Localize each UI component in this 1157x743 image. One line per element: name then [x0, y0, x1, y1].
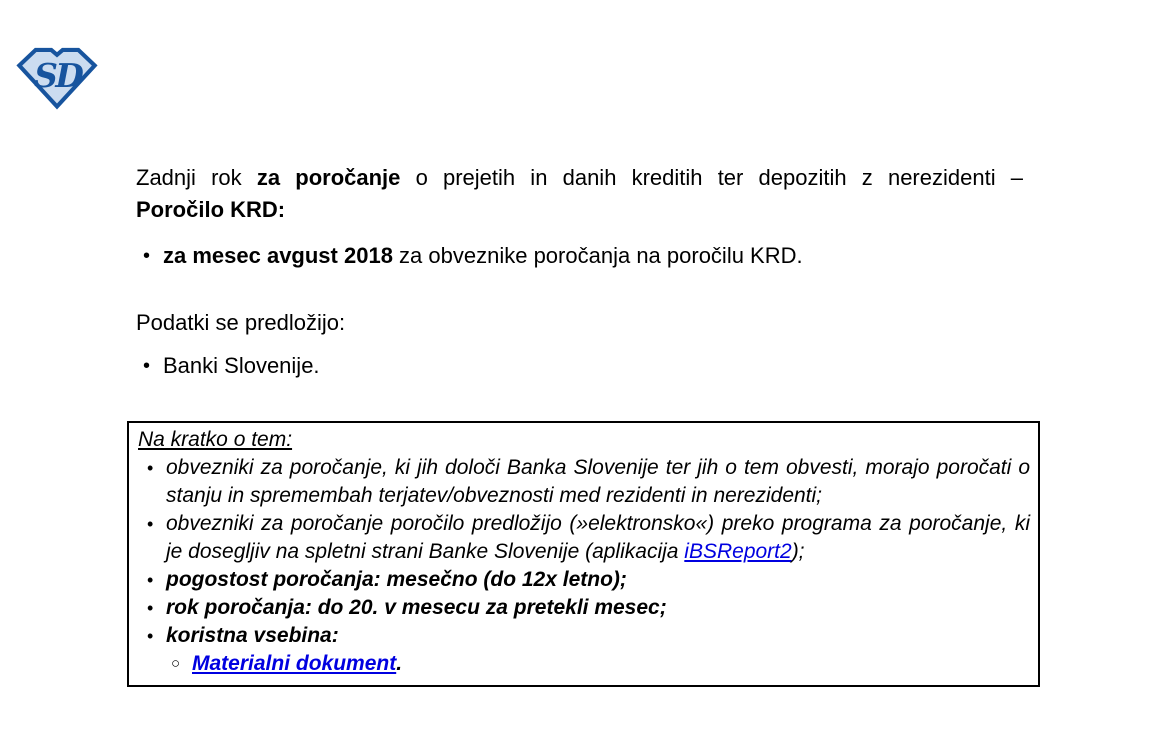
info-sub-bullet-text — [192, 650, 1030, 678]
electronic-run-after: ); — [791, 540, 805, 563]
bullet-dot-icon: • — [147, 598, 154, 618]
info-bullet-electronic — [138, 510, 1030, 566]
info-bullet-obligors — [138, 454, 1030, 510]
info-bullet-deadline-text: rok poročanja: do 20. v mesecu za pretekli mesec; — [166, 596, 667, 619]
info-box — [127, 421, 1040, 687]
info-bullet-obligors-text: obvezniki za poročanje, ki jih določi Banka Slovenije ter jih o tem obvesti, morajo poročati o stanju in spremembah terjatev/obveznosti med rezidenti in nerezidenti; — [166, 456, 1030, 507]
info-bullet-frequency — [138, 566, 1030, 594]
deadline-bold-run: za mesec avgust 2018 — [163, 243, 393, 268]
material-document-link[interactable]: Materialni dokument — [192, 652, 397, 675]
info-sub-bullet-material — [166, 650, 1030, 678]
bullet-dot-icon: • — [143, 355, 151, 377]
sd-diamond-logo — [16, 44, 98, 110]
intro-run-bold: za poročanje — [256, 165, 401, 190]
bullet-dot-icon: • — [143, 245, 151, 267]
info-bullet-useful-content — [138, 622, 1030, 650]
info-bullet-electronic-text — [166, 510, 1030, 566]
deadline-bullet-text — [163, 243, 803, 269]
intro-paragraph-line1 — [136, 165, 1023, 191]
logo-letters: SD — [34, 55, 82, 95]
deadline-regular-run: za obveznike poročanja na poročilu KRD. — [392, 243, 803, 268]
intro-run-end: o prejetih in danih kreditih ter depozitih z nerezidenti – — [400, 165, 1023, 190]
electronic-run-before: obvezniki za poročanje poročilo predložijo (»elektronsko«) preko programa za poročanje, ki je dosegljiv na spletni strani Banke Slovenije (aplikacija — [166, 512, 1030, 563]
sub-bullet-period: . — [396, 652, 403, 675]
info-bullet-useful-content-text: koristna vsebina: — [166, 624, 339, 647]
deadline-bullet-item — [136, 243, 1023, 269]
sub-bullet-circle-icon: ○ — [171, 655, 181, 672]
submission-bullet-text: Banki Slovenije. — [163, 353, 320, 378]
info-bullet-deadline — [138, 594, 1030, 622]
info-box-title: Na kratko o tem: — [138, 428, 293, 451]
bullet-dot-icon: • — [147, 458, 154, 478]
intro-paragraph-line2: Poročilo KRD: — [136, 197, 286, 222]
bullet-dot-icon: • — [147, 570, 154, 590]
bullet-dot-icon: • — [147, 626, 154, 646]
submission-heading: Podatki se predložijo: — [136, 310, 346, 335]
bullet-dot-icon: • — [147, 514, 154, 534]
ibsreport2-link[interactable]: iBSReport2 — [684, 540, 792, 563]
intro-run-start: Zadnji rok — [136, 165, 257, 190]
info-bullet-frequency-text: pogostost poročanja: mesečno (do 12x letno); — [166, 568, 627, 591]
submission-bullet-item — [136, 353, 1023, 379]
